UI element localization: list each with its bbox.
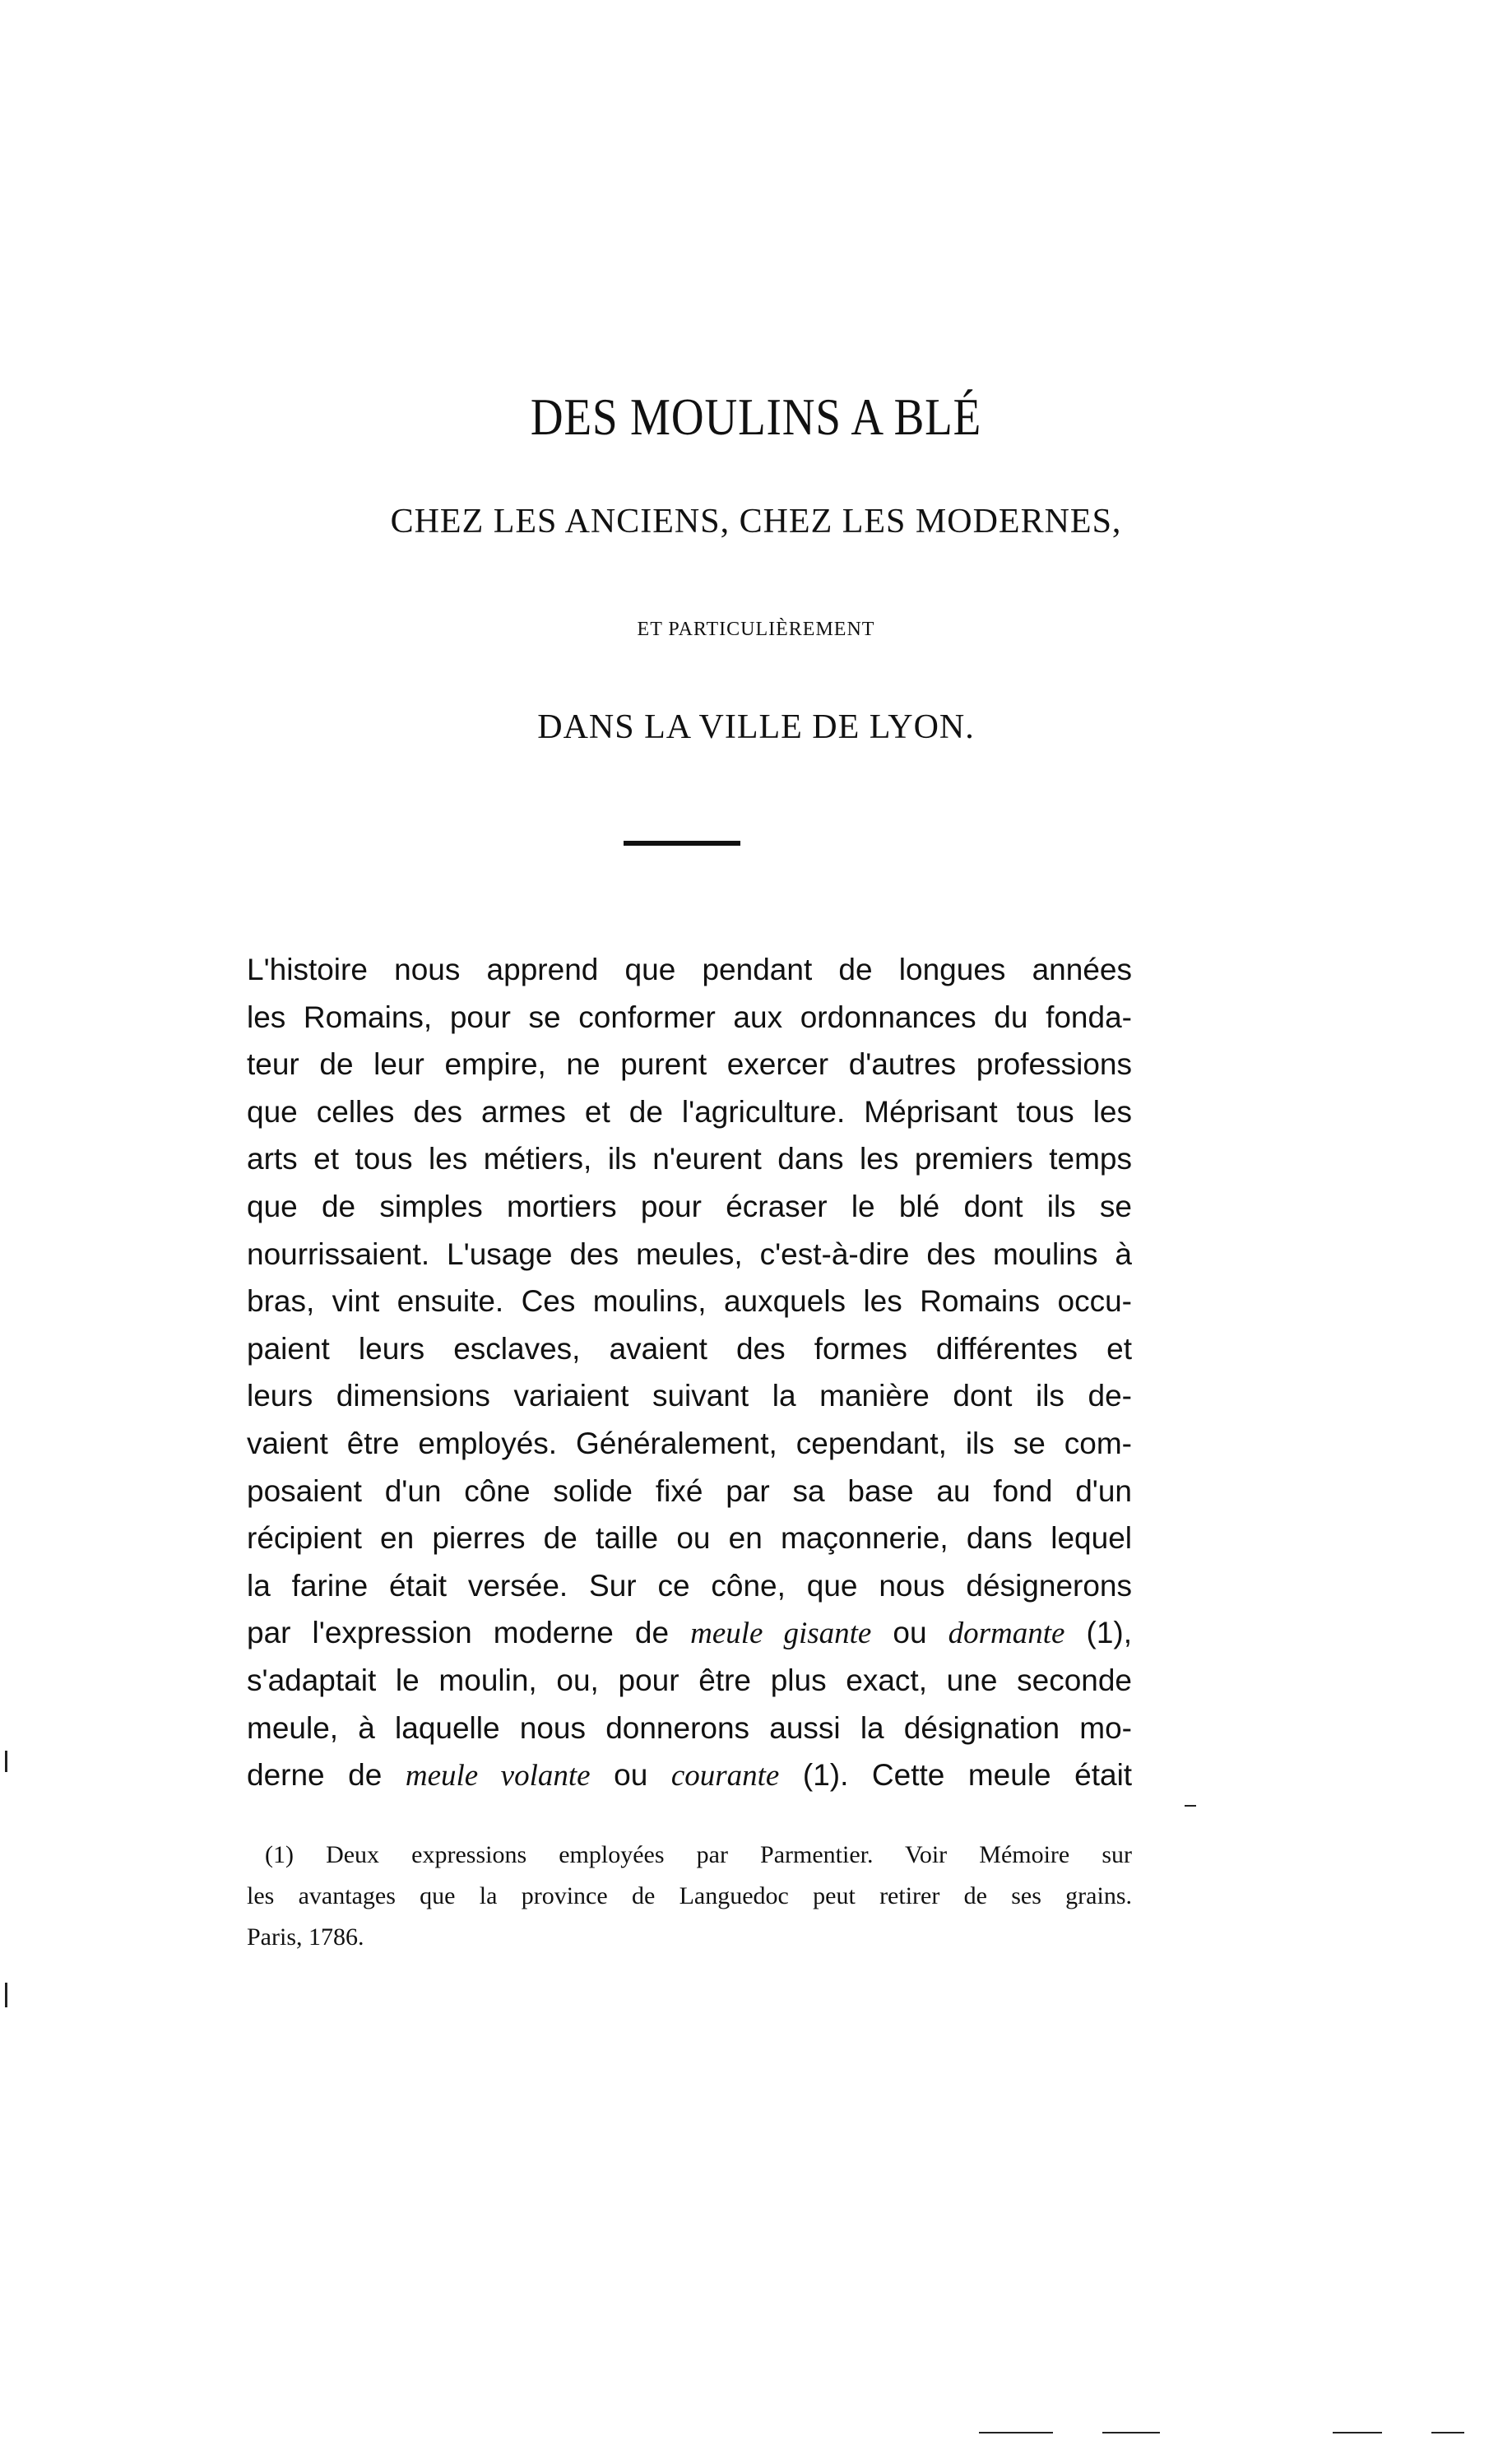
body-line: que celles des armes et de l'agriculture. Méprisant tous les [247,1094,1132,1129]
text-run: derne de [247,1758,383,1793]
text-run: ou [893,1616,927,1650]
italic-term: meule volante [405,1759,591,1793]
body-line: que de simples mortiers pour écraser le blé dont ils se [247,1189,1132,1223]
text-run: par l'expression moderne de [247,1616,670,1650]
body-line: nourrissaient. L'usage des meules, c'est-à-dire des moulins à [247,1236,1132,1271]
body-line: s'adaptait le moulin, ou, pour être plus exact, une seconde [247,1663,1132,1697]
italic-term: courante [670,1759,780,1793]
scan-mark [1185,1805,1196,1807]
scan-mark [5,1983,7,2007]
footnote-line: les avantages que la province de Languedoc peut retirer de ses grains. [247,1882,1132,1909]
body-line: posaient d'un cône solide fixé par sa base au fond d'un [247,1473,1132,1508]
title-rule [624,841,740,846]
page-subtitle: CHEZ LES ANCIENS, CHEZ LES MODERNES, [390,503,1122,540]
scan-mark [1431,2432,1464,2433]
scan-mark [979,2432,1053,2433]
scan-mark [5,1751,7,1772]
footnote-line: (1) Deux expressions employées par Parmentier. Voir Mémoire sur [265,1841,1132,1868]
body-line: la farine était versée. Sur ce cône, que nous désignerons [247,1568,1132,1603]
italic-term: meule gisante [690,1617,872,1651]
scan-mark [1333,2432,1382,2433]
body-line: meule, à laquelle nous donnerons aussi la désignation mo- [247,1710,1132,1745]
body-line: bras, vint ensuite. Ces moulins, auxquels les Romains occu- [247,1284,1132,1319]
body-line: paient leurs esclaves, avaient des formes différentes et [247,1331,1132,1366]
subtitle-place: DANS LA VILLE DE LYON. [537,708,975,746]
body-line: L'histoire nous apprend que pendant de longues années [247,953,1132,986]
footnote [247,1835,1132,1958]
scan-mark [1102,2432,1160,2433]
body-line: les Romains, pour se conformer aux ordonnances du fonda- [247,1000,1132,1034]
body-line-italic-terms [247,1609,1132,1657]
body-line: arts et tous les métiers, ils n'eurent dans les premiers temps [247,1142,1132,1176]
body-paragraph [247,946,1132,1799]
text-run: (1). Cette meule était [802,1758,1133,1793]
text-run: ou [614,1758,648,1793]
footnote-line: Paris, 1786. [247,1923,364,1951]
body-line-italic-terms [247,1751,1132,1799]
body-line: leurs dimensions variaient suivant la manière dont ils de- [247,1379,1132,1413]
italic-term: dormante [948,1617,1065,1651]
subtitle-connector: ET PARTICULIÈREMENT [637,619,875,640]
page-title: DES MOULINS A BLÉ [530,387,982,446]
footnote-ref: (1), [1086,1616,1133,1650]
body-line: récipient en pierres de taille ou en maçonnerie, dans lequel [247,1521,1132,1556]
body-line: teur de leur empire, ne purent exercer d'autres professions [247,1047,1132,1082]
body-line: vaient être employés. Généralement, cependant, ils se com- [247,1426,1132,1460]
